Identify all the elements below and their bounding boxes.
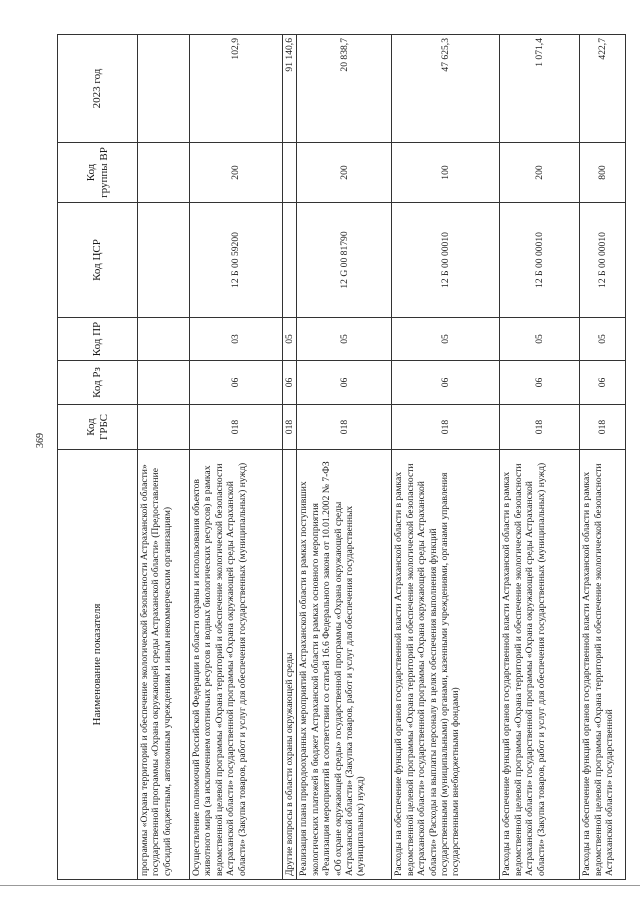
- cell-name: Расходы на обеспечение функций органов государственной власти Астраханской области в рамках ведомственной целевой программы «Охрана территорий и обеспечение экологической безопасности Астраханской области» государственной: [580, 450, 626, 880]
- cell-pr: 05: [297, 318, 392, 361]
- cell-vr: [283, 143, 297, 203]
- cell-vr: 100: [392, 143, 500, 203]
- cell-rz: 06: [283, 361, 297, 405]
- cell-pr: [138, 318, 190, 361]
- cell-csr: 12 Б 00 59200: [190, 203, 283, 318]
- cell-rz: 06: [392, 361, 500, 405]
- header-name: Наименование показателя: [58, 450, 138, 880]
- table-row: [500, 35, 580, 880]
- budget-table: [57, 34, 626, 880]
- cell-year: [138, 35, 190, 143]
- cell-rz: 06: [190, 361, 283, 405]
- header-grbs: Код ГРБС: [58, 405, 138, 450]
- header-year: 2023 год: [58, 35, 138, 143]
- cell-vr: [138, 143, 190, 203]
- header-vr: Код группы ВР: [58, 143, 138, 203]
- cell-grbs: 018: [392, 405, 500, 450]
- cell-csr: [138, 203, 190, 318]
- cell-grbs: [138, 405, 190, 450]
- cell-pr: 05: [283, 318, 297, 361]
- cell-rz: [138, 361, 190, 405]
- table-row: [138, 35, 190, 880]
- cell-grbs: 018: [283, 405, 297, 450]
- cell-grbs: 018: [580, 405, 626, 450]
- cell-csr: 12 G 00 81790: [297, 203, 392, 318]
- cell-grbs: 018: [500, 405, 580, 450]
- header-pr: Код ПР: [58, 318, 138, 361]
- cell-csr: 12 Б 00 00010: [580, 203, 626, 318]
- cell-name: Осуществление полномочий Российской Федерации в области охраны и использования объектов животного мира (за исключением охотничьих ресурсов и водных биологических ресурсов) в рамках ведомственной целевой программы «Охрана территорий и обеспечение экологической безопасности Астраханской области» государственной программы «Охрана окружающей среды Астраханской области» (Закупка товаров, работ и услуг для обеспечения государственных (муниципальных) нужд): [190, 450, 283, 880]
- table-row: [580, 35, 626, 880]
- cell-vr: 200: [190, 143, 283, 203]
- cell-csr: 12 Б 00 00010: [392, 203, 500, 318]
- cell-grbs: 018: [297, 405, 392, 450]
- table-row: [392, 35, 500, 880]
- cell-rz: 06: [580, 361, 626, 405]
- cell-pr: 05: [580, 318, 626, 361]
- cell-year: 422,7: [580, 35, 626, 143]
- table-row: [297, 35, 392, 880]
- cell-year: 1 071,4: [500, 35, 580, 143]
- cell-pr: 05: [500, 318, 580, 361]
- cell-pr: 03: [190, 318, 283, 361]
- cell-name: Другие вопросы в области охраны окружающей среды: [283, 450, 297, 880]
- header-csr: Код ЦСР: [58, 203, 138, 318]
- cell-vr: 200: [500, 143, 580, 203]
- cell-name: Расходы на обеспечение функций органов государственной власти Астраханской области в рамках ведомственной целевой программы «Охрана территорий и обеспечение экологической безопасности Астраханской области» государственной программы «Охрана окружающей среды Астраханской области» (Расходы на выплаты персоналу в целях обеспечения выполнения функций государственными (муниципальными) органами, казенными учреждениями, органами управления государственными внебюджетными фондами): [392, 450, 500, 880]
- header-rz: Код Рз: [58, 361, 138, 405]
- cell-rz: 06: [500, 361, 580, 405]
- page-bottom-rule: [0, 885, 640, 886]
- cell-year: 91 140,6: [283, 35, 297, 143]
- cell-rz: 06: [297, 361, 392, 405]
- page-number: 369: [35, 433, 46, 448]
- cell-name: программы «Охрана территорий и обеспечение экологической безопасности Астраханской области» государственной программы «Охрана окружающей среды Астраханской области» (Предоставление субсидий бюджетным, автономным учреждениям и иным некоммерческим организациям): [138, 450, 190, 880]
- cell-name: Расходы на обеспечение функций органов государственной власти Астраханской области в рамках ведомственной целевой программы «Охрана территорий и обеспечение экологической безопасности Астраханской области» государственной программы «Охрана окружающей среды Астраханской области» (Закупка товаров, работ и услуг для обеспечения государственных (муниципальных) нужд): [500, 450, 580, 880]
- table-row: [190, 35, 283, 880]
- cell-year: 47 625,3: [392, 35, 500, 143]
- cell-year: 102,9: [190, 35, 283, 143]
- cell-vr: 200: [297, 143, 392, 203]
- cell-csr: [283, 203, 297, 318]
- cell-csr: 12 Б 00 00010: [500, 203, 580, 318]
- cell-pr: 05: [392, 318, 500, 361]
- table-row: [283, 35, 297, 880]
- cell-grbs: 018: [190, 405, 283, 450]
- table-header-row: [58, 35, 138, 880]
- cell-vr: 800: [580, 143, 626, 203]
- cell-name: Реализация плана природоохранных мероприятий Астраханской области в рамках поступивших экологических платежей в бюджет Астраханской области в рамках основного мероприятия «Реализация мероприятий в соответствии со статьей 16.6 Федерального закона от 10.01.2002 № 7-ФЗ «Об охране окружающей среды» государственной программы «Охрана окружающей среды Астраханской области» (Закупка товаров, работ и услуг для обеспечения государственных (муниципальных) нужд): [297, 450, 392, 880]
- budget-table-wrapper: [57, 35, 616, 880]
- cell-year: 20 838,7: [297, 35, 392, 143]
